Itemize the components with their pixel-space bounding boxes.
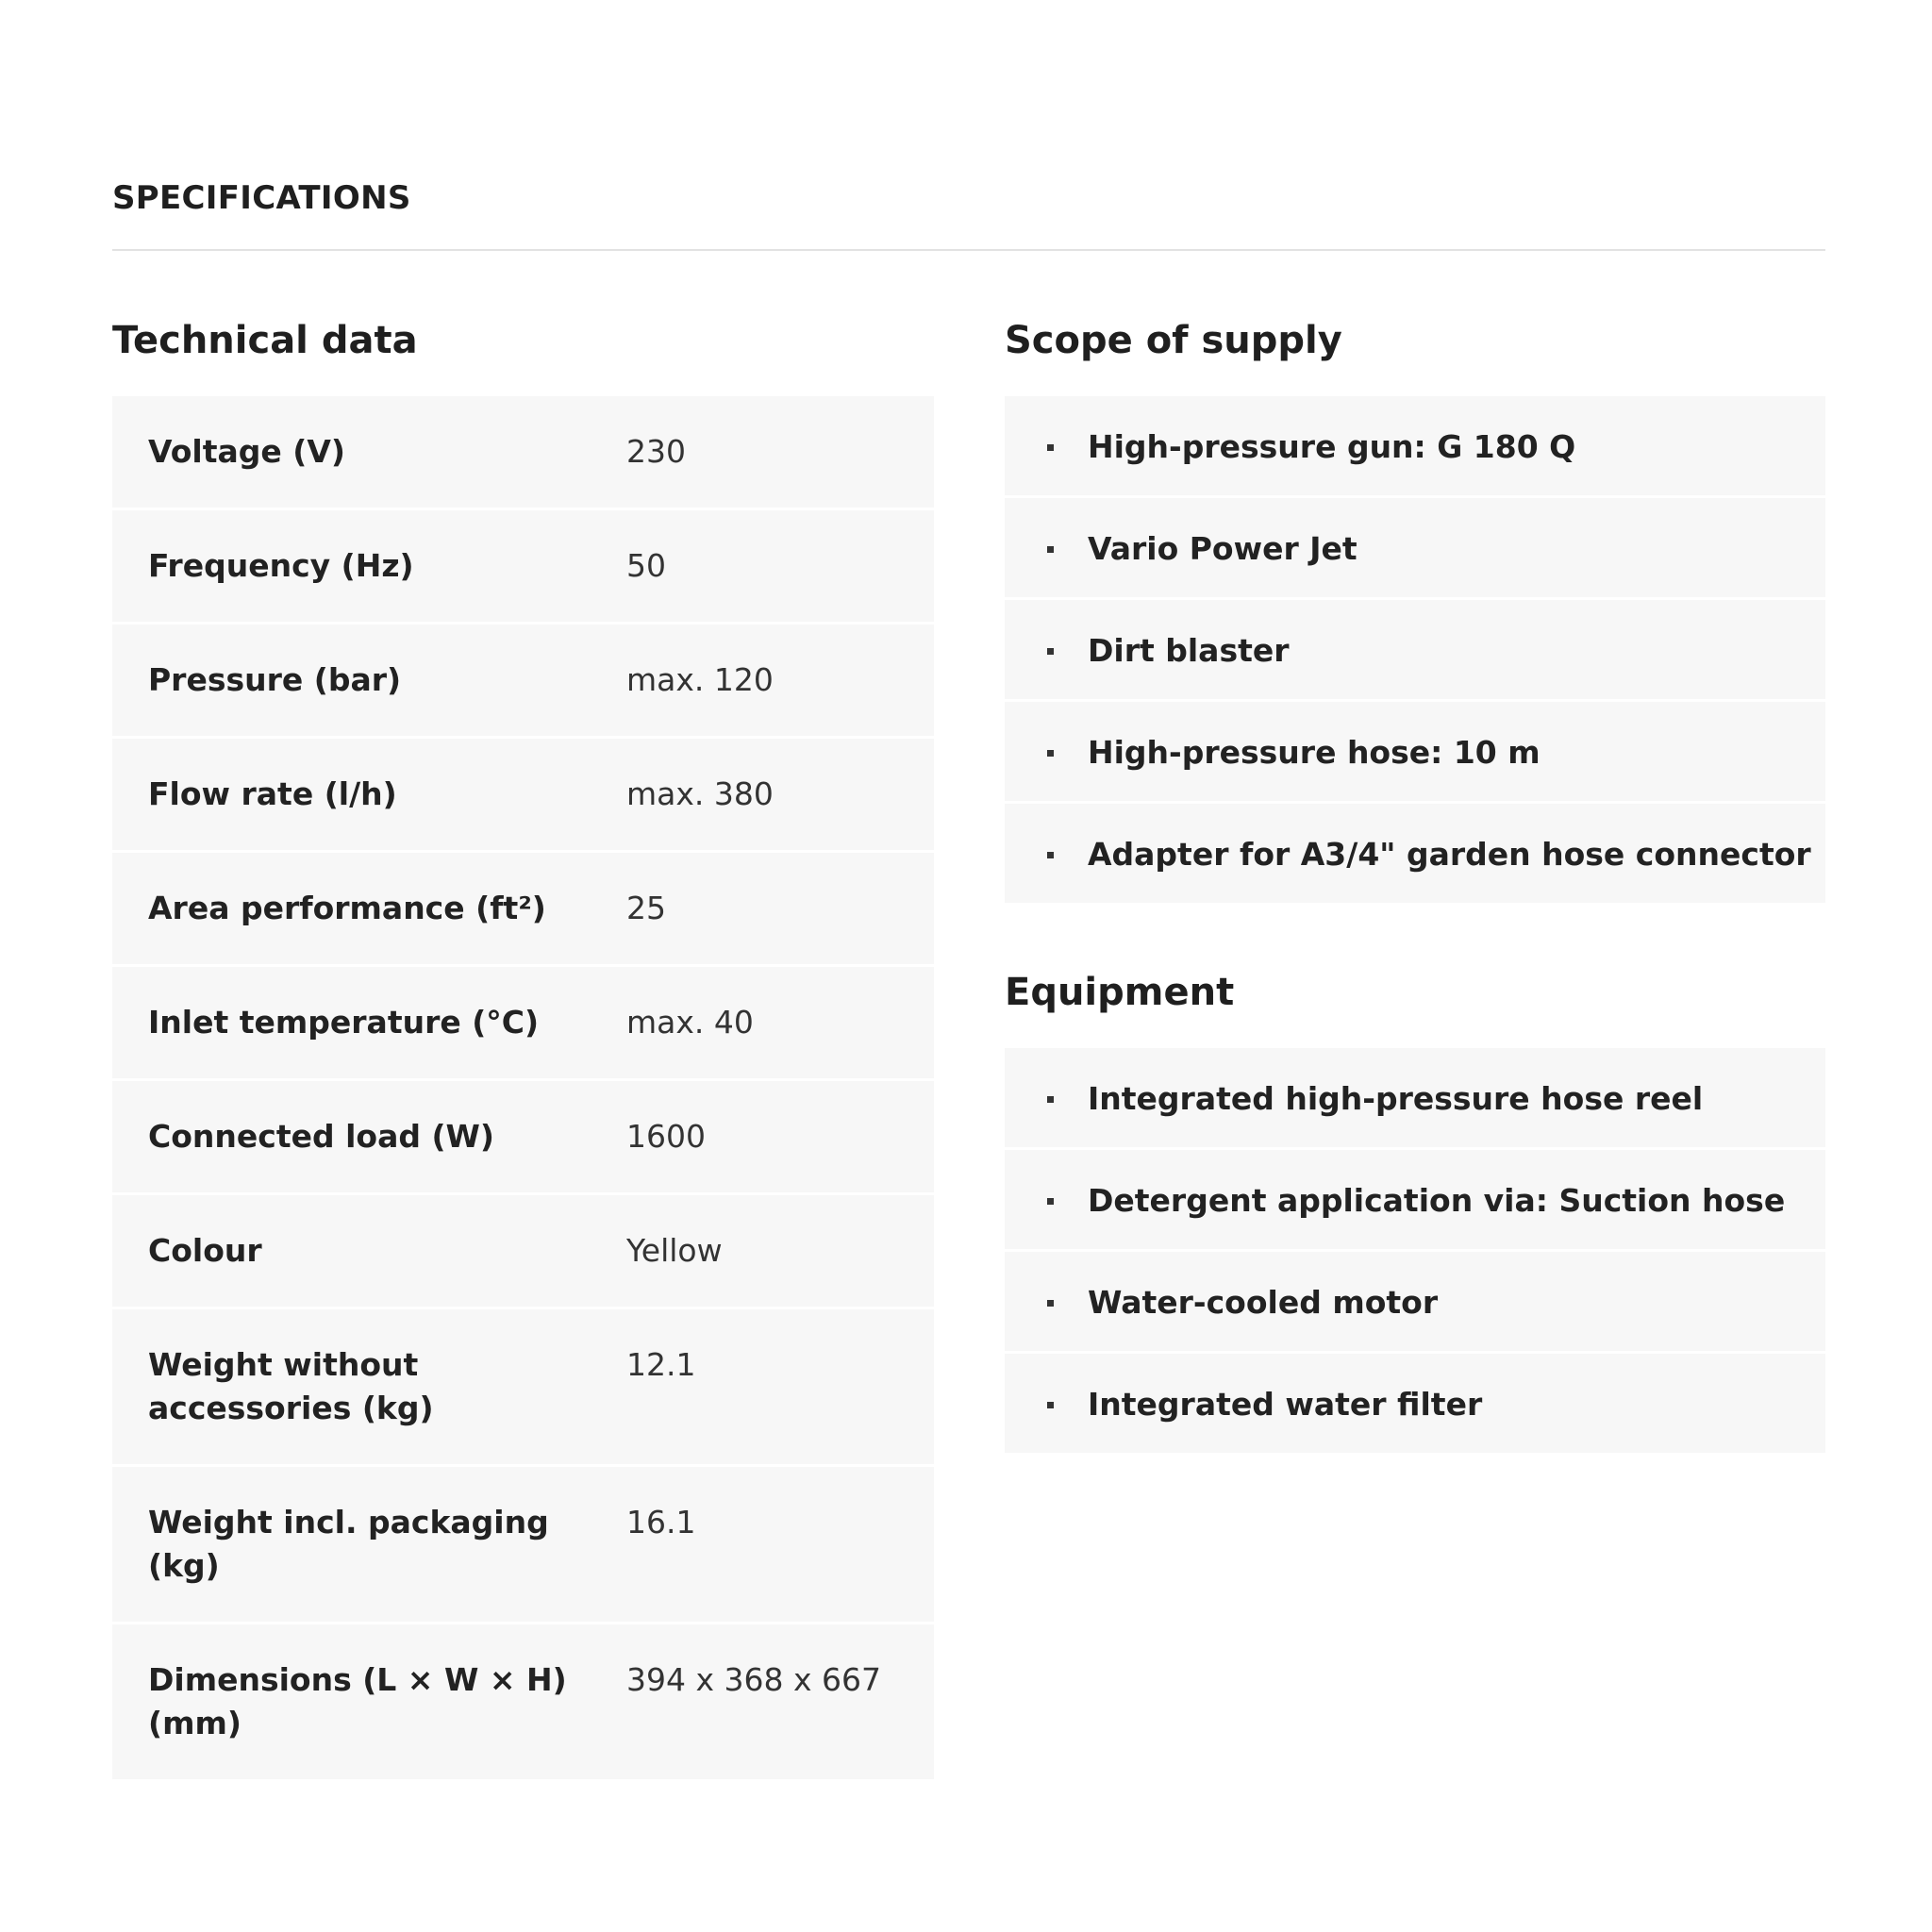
spec-value: 50: [626, 510, 934, 625]
spec-value: 1600: [626, 1081, 934, 1195]
spec-label: Voltage (V): [112, 396, 626, 510]
spec-label: Weight incl. packaging (kg): [112, 1467, 626, 1624]
spec-label: Area performance (ft²): [112, 853, 626, 967]
spec-value: 12.1: [626, 1309, 934, 1467]
list-item-text: Dirt blaster: [1088, 632, 1290, 669]
spec-label: Pressure (bar): [112, 625, 626, 739]
list-item-text: Water-cooled motor: [1088, 1284, 1439, 1321]
list-item: [1005, 702, 1825, 804]
spec-label: Colour: [112, 1195, 626, 1309]
list-item: [1005, 600, 1825, 702]
spec-row-connected-load: [112, 1081, 934, 1195]
bullet-icon: [1047, 1096, 1054, 1103]
list-item-text: High-pressure gun: G 180 Q: [1088, 428, 1576, 465]
list-item: [1005, 1252, 1825, 1354]
bullet-icon: [1047, 1300, 1054, 1307]
spec-label: Dimensions (L × W × H) (mm): [112, 1624, 626, 1782]
list-item-text: High-pressure hose: 10 m: [1088, 734, 1541, 771]
list-item: [1005, 498, 1825, 600]
spec-value: 25: [626, 853, 934, 967]
spec-row-weight-incl-packaging: [112, 1467, 934, 1624]
list-item-text: Integrated water filter: [1088, 1386, 1483, 1423]
spec-row-frequency: [112, 510, 934, 625]
spec-value: max. 120: [626, 625, 934, 739]
spec-row-pressure: [112, 625, 934, 739]
scope-of-supply-heading: Scope of supply: [1005, 319, 1342, 362]
spec-row-dimensions: [112, 1624, 934, 1782]
bullet-icon: [1047, 444, 1054, 451]
equipment-heading: Equipment: [1005, 971, 1235, 1014]
section-title: SPECIFICATIONS: [112, 179, 411, 217]
list-item: [1005, 804, 1825, 906]
list-item: [1005, 396, 1825, 498]
spec-row-weight-without-accessories: [112, 1309, 934, 1467]
spec-label: Flow rate (l/h): [112, 739, 626, 853]
bullet-icon: [1047, 1198, 1054, 1205]
bullet-icon: [1047, 852, 1054, 858]
spec-value: 230: [626, 396, 934, 510]
list-item: [1005, 1150, 1825, 1252]
bullet-icon: [1047, 546, 1054, 553]
technical-data-heading: Technical data: [112, 319, 418, 362]
spec-row-area-performance: [112, 853, 934, 967]
spec-value: Yellow: [626, 1195, 934, 1309]
spec-value: max. 40: [626, 967, 934, 1081]
spec-value: max. 380: [626, 739, 934, 853]
spec-label: Inlet temperature (°C): [112, 967, 626, 1081]
bullet-icon: [1047, 648, 1054, 655]
spec-value: 394 x 368 x 667: [626, 1624, 934, 1782]
supply-equipment-column: [1005, 316, 1825, 1456]
spec-label: Frequency (Hz): [112, 510, 626, 625]
technical-data-table: [112, 396, 934, 1782]
equipment-list: [1005, 1048, 1825, 1456]
spec-label: Connected load (W): [112, 1081, 626, 1195]
list-item-text: Adapter for A3/4" garden hose connector: [1088, 836, 1811, 873]
spec-value: 16.1: [626, 1467, 934, 1624]
spec-row-flow-rate: [112, 739, 934, 853]
spec-row-voltage: [112, 396, 934, 510]
list-item-text: Vario Power Jet: [1088, 530, 1357, 567]
list-item-text: Integrated high-pressure hose reel: [1088, 1080, 1704, 1117]
list-item: [1005, 1354, 1825, 1456]
list-item-text: Detergent application via: Suction hose: [1088, 1182, 1786, 1219]
section-divider: [112, 249, 1825, 251]
technical-data-column: [112, 316, 934, 1782]
bullet-icon: [1047, 750, 1054, 757]
spec-row-inlet-temperature: [112, 967, 934, 1081]
list-item: [1005, 1048, 1825, 1150]
spec-row-colour: [112, 1195, 934, 1309]
spec-label: Weight without accessories (kg): [112, 1309, 626, 1467]
bullet-icon: [1047, 1402, 1054, 1408]
scope-of-supply-list: [1005, 396, 1825, 906]
